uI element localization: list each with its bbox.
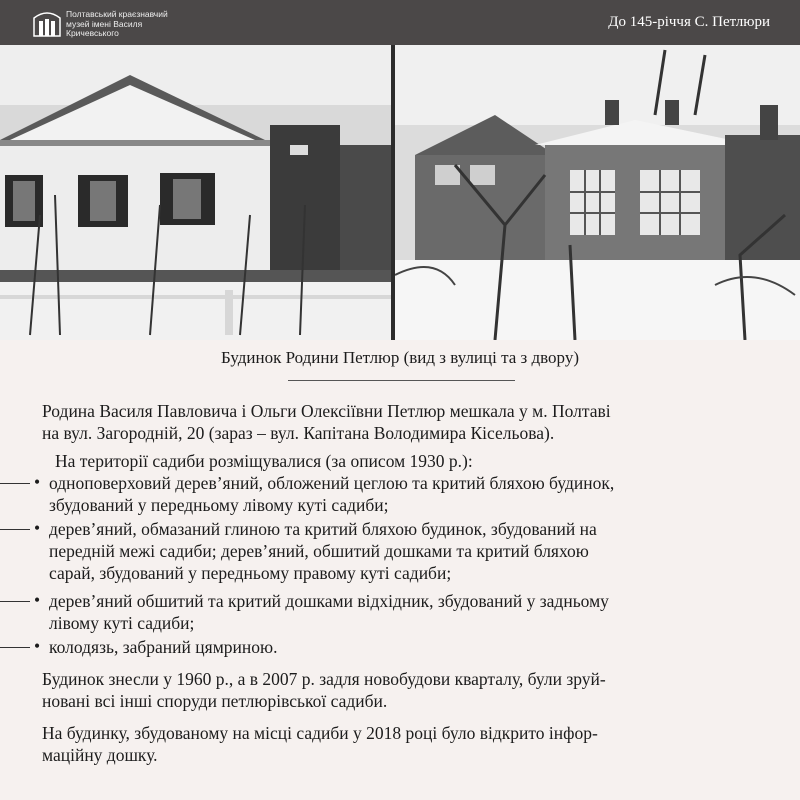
bullet-symbol: • [34, 472, 41, 492]
museum-name-line: музей імені Василя [66, 18, 143, 29]
yard-view-photo [395, 45, 800, 340]
list-item-line: дерев’яний, обмазаний глиною та критий бляхою будинок, збудований на [49, 519, 597, 539]
photo-strip [0, 45, 800, 340]
list-item-line: збудований у передньому лівому куті садиби; [49, 495, 389, 515]
intro-line: Родина Василя Павловича і Ольги Олексіївни Петлюр мешкала у м. Полтаві [42, 401, 611, 421]
bullet-symbol: • [34, 590, 41, 610]
list-item-line: лівому куті садиби; [49, 613, 195, 633]
bullet-symbol: • [34, 518, 41, 538]
list-intro: На території садиби розміщувалися (за описом 1930 р.): [55, 451, 473, 471]
photo-caption: Будинок Родини Петлюр (вид з вулиці та з двору) [220, 348, 579, 367]
museum-name-line: Кричевського [66, 28, 119, 38]
caption-underline [288, 380, 515, 381]
museum-name [66, 10, 216, 39]
museum-logo-icon [30, 8, 64, 38]
street-view-photo [0, 45, 391, 340]
paragraph-line: Будинок знесли у 1960 р., а в 2007 р. задля новобудови кварталу, були зруй- [42, 669, 606, 689]
list-item-line: сарай, збудований у передньому правому куті садиби; [49, 563, 452, 583]
bullet-symbol: • [34, 636, 41, 656]
bullet-line [0, 529, 30, 530]
paragraph-line: новані всі інші споруди петлюрівської садиби. [42, 691, 388, 711]
list-item-line: дерев’яний обшитий та критий дошками відхідник, збудований у задньому [49, 591, 609, 611]
header-bar [0, 0, 800, 45]
intro-line: на вул. Загородній, 20 (зараз – вул. Капітана Володимира Кісельова). [42, 423, 555, 443]
anniversary-title: До 145-річчя С. Петлюри [608, 14, 770, 30]
bullet-line [0, 601, 30, 602]
bullet-line [0, 647, 30, 648]
paragraph-line: маційну дошку. [42, 745, 158, 765]
paragraph-line: На будинку, збудованому на місці садиби у 2018 році було відкрито інфор- [42, 723, 598, 743]
list-item-line: передній межі садиби; дерев’яний, обшитий дошками та критий бляхою [49, 541, 589, 561]
list-item-line: одноповерховий дерев’яний, обложений цеглою та критий бляхою будинок, [49, 473, 615, 493]
museum-name-line: Полтавський краєзнавчий [66, 9, 168, 19]
list-item-line: колодязь, забраний цямриною. [49, 637, 278, 657]
bullet-line [0, 483, 30, 484]
